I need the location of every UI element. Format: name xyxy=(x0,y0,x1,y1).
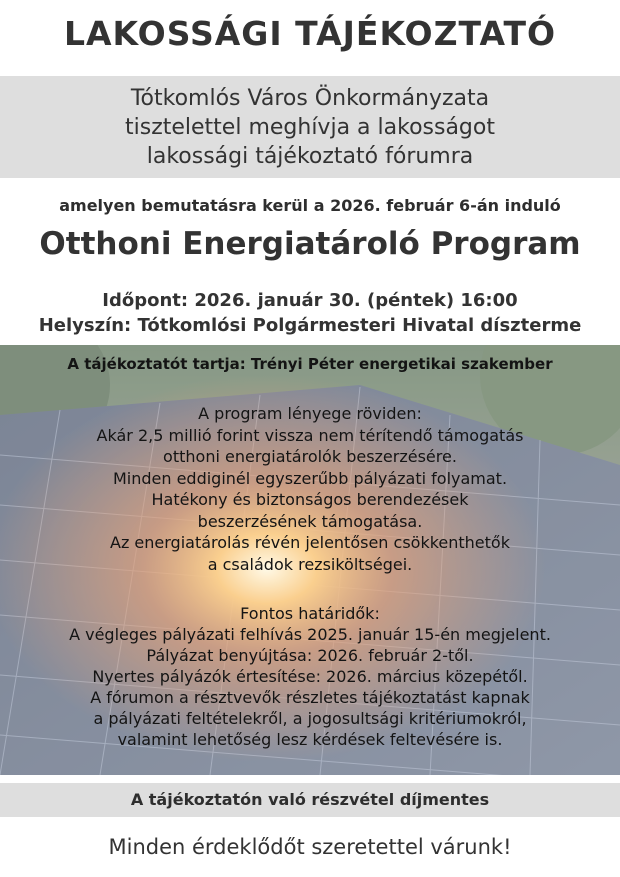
deadline-line: Pályázat benyújtása: 2026. február 2-től. xyxy=(146,646,474,665)
deadline-line: Nyertes pályázók értesítése: 2026. március közepétől. xyxy=(92,667,528,686)
summary-line: otthoni energiatárolók beszerzésére. xyxy=(163,447,457,466)
deadline-line: a pályázati feltételekről, a jogosultsági kritériumokról, xyxy=(93,709,527,728)
deadline-line: valamint lehetőség lesz kérdések feltevésére is. xyxy=(117,730,503,749)
invitation-line: lakossági tájékoztató fórumra xyxy=(146,144,474,169)
summary-line: Az energiatárolás révén jelentősen csökkenthetők xyxy=(110,533,510,552)
summary-line: a családok rezsiköltségei. xyxy=(207,554,413,574)
deadline-line: A végleges pályázati felhívás 2025. január 15-én megjelent. xyxy=(69,625,551,644)
event-location: Helyszín: Tótkomlósi Polgármesteri Hivatal díszterme xyxy=(38,315,582,336)
invitation-line: tisztelettel meghívja a lakosságot xyxy=(125,115,495,140)
event-details xyxy=(0,288,620,338)
program-name: Otthoni Energiatároló Program xyxy=(39,226,581,262)
invitation-line: Tótkomlós Város Önkormányzata xyxy=(130,86,490,111)
summary-line: Hatékony és biztonságos berendezések xyxy=(151,490,469,509)
presenter-line: A tájékoztatót tartja: Trényi Péter energetikai szakember xyxy=(67,355,553,373)
summary-line: Akár 2,5 millió forint vissza nem térítendő támogatás xyxy=(96,425,524,445)
deadline-line: A fórumon a résztvevők részletes tájékoztatást kapnak xyxy=(90,688,530,707)
program-summary xyxy=(0,403,620,575)
welcome-message: Minden érdeklődőt szeretettel várunk! xyxy=(108,835,512,859)
intro-text: amelyen bemutatásra kerül a 2026. február 6-án induló xyxy=(59,196,561,215)
free-participation-notice: A tájékoztatón való részvétel díjmentes xyxy=(0,783,620,817)
invitation-block xyxy=(0,76,620,178)
summary-line: A program lényege röviden: xyxy=(198,404,422,423)
summary-line: Minden eddiginél egyszerűbb pályázati folyamat. xyxy=(112,468,508,488)
event-time: Időpont: 2026. január 30. (péntek) 16:00 xyxy=(102,290,518,311)
summary-line: beszerzésének támogatása. xyxy=(197,511,423,531)
program-info xyxy=(0,345,620,775)
deadline-line: Fontos határidők: xyxy=(240,604,380,623)
deadlines-block xyxy=(0,603,620,750)
poster-title: LAKOSSÁGI TÁJÉKOZTATÓ xyxy=(63,14,557,53)
solar-panel-background xyxy=(0,345,620,775)
